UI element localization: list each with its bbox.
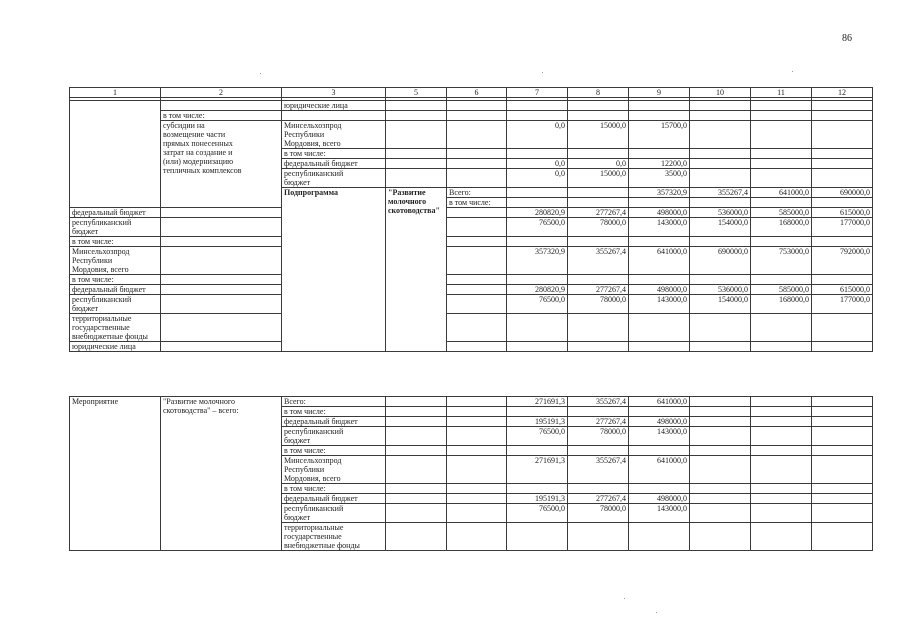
name-cell (161, 101, 282, 111)
value-cell: 498000,0 (629, 494, 690, 504)
value-cell: 76500,0 (507, 295, 568, 314)
value-cell: 355267,4 (568, 397, 629, 407)
value-cell: 615000,0 (812, 285, 873, 295)
source-cell: в том числе: (70, 275, 161, 285)
scan-speck (542, 72, 543, 73)
value-cell: 536000,0 (690, 285, 751, 295)
value-cell: 143000,0 (629, 218, 690, 237)
value-cell: 78000,0 (568, 504, 629, 523)
value-cell: 143000,0 (629, 295, 690, 314)
source-cell: федеральный бюджет (70, 285, 161, 295)
header-cell: 8 (568, 88, 629, 98)
source-cell: федеральный бюджет (70, 208, 161, 218)
value-cell: 585000,0 (751, 285, 812, 295)
value-cell: 168000,0 (751, 295, 812, 314)
budget-table (69, 87, 873, 352)
type-cell (70, 101, 161, 208)
header-cell: 5 (386, 88, 447, 98)
measure-table (69, 396, 873, 551)
header-cell: 10 (690, 88, 751, 98)
table-row (70, 247, 873, 275)
value-cell: 277267,4 (568, 494, 629, 504)
value-cell: 168000,0 (751, 218, 812, 237)
header-cell: 11 (751, 88, 812, 98)
value-cell: 641000,0 (629, 247, 690, 275)
value-cell: 792000,0 (812, 247, 873, 275)
value-cell: 3500,0 (629, 169, 690, 188)
header-row (70, 88, 873, 98)
value-cell: 15700,0 (629, 121, 690, 149)
source-cell: республиканский бюджет (70, 218, 161, 237)
source-cell: в том числе: (282, 484, 386, 494)
source-cell: в том числе: (282, 446, 386, 456)
value-cell: 154000,0 (690, 295, 751, 314)
scan-speck (656, 612, 657, 613)
source-cell: республиканский бюджет (282, 169, 386, 188)
source-cell: в том числе: (282, 407, 386, 417)
value-cell: 154000,0 (690, 218, 751, 237)
source-cell: Минсельхозпрод Республики Мордовия, всего (282, 456, 386, 484)
value-cell: 498000,0 (629, 285, 690, 295)
source-cell: территориальные государственные внебюджетные фонды (282, 523, 386, 551)
value-cell: 15000,0 (568, 169, 629, 188)
value-cell: 195191,3 (507, 417, 568, 427)
value-cell: 177000,0 (812, 295, 873, 314)
value-cell: 12200,0 (629, 159, 690, 169)
value-cell: 0,0 (507, 121, 568, 149)
source-cell: республиканский бюджет (70, 295, 161, 314)
source-cell: в том числе: (70, 237, 161, 247)
measure-name: "Развитие молочного скотоводства" – всего: (161, 397, 282, 551)
value-cell: 498000,0 (629, 417, 690, 427)
header-cell: 1 (70, 88, 161, 98)
page-number: 86 (842, 33, 852, 44)
value-cell: 76500,0 (507, 504, 568, 523)
table-row (70, 295, 873, 314)
value-cell: 15000,0 (568, 121, 629, 149)
value-cell: 76500,0 (507, 218, 568, 237)
value-cell: 498000,0 (629, 208, 690, 218)
source-cell: в том числе: (447, 198, 507, 208)
table-row (70, 111, 873, 121)
scan-speck (624, 598, 625, 599)
value-cell: 355267,4 (690, 188, 751, 198)
value-cell: 277267,4 (568, 285, 629, 295)
header-cell: 3 (282, 88, 386, 98)
source-cell: территориальные государственные внебюджетные фонды (70, 314, 161, 342)
table-row (70, 237, 873, 247)
value-cell: 195191,3 (507, 494, 568, 504)
source-cell: юридические лица (70, 342, 161, 352)
table-row (70, 314, 873, 342)
source-cell: федеральный бюджет (282, 417, 386, 427)
value-cell: 0,0 (507, 159, 568, 169)
scan-speck (792, 71, 793, 72)
table-row (70, 208, 873, 218)
value-cell: 0,0 (507, 169, 568, 188)
value-cell: 641000,0 (751, 188, 812, 198)
value-cell: 641000,0 (629, 456, 690, 484)
source-cell: Минсельхозпрод Республики Мордовия, всего (70, 247, 161, 275)
table-row (70, 342, 873, 352)
name-cell: в том числе: (161, 111, 282, 121)
value-cell: 615000,0 (812, 208, 873, 218)
subsidy-name: субсидии на возмещение части прямых понесенных затрат на создание и (или) модернизацию тепличных комплексов (161, 121, 282, 208)
value-cell: 271691,3 (507, 456, 568, 484)
header-cell: 2 (161, 88, 282, 98)
value-cell: 753000,0 (751, 247, 812, 275)
value-cell: 280820,9 (507, 208, 568, 218)
value-cell: 177000,0 (812, 218, 873, 237)
source-cell: юридические лица (282, 101, 386, 111)
table-row (70, 285, 873, 295)
value-cell: 357320,9 (507, 247, 568, 275)
measure-type: Мероприятие (70, 397, 161, 551)
value-cell: 78000,0 (568, 295, 629, 314)
value-cell: 143000,0 (629, 427, 690, 446)
header-cell: 12 (812, 88, 873, 98)
value-cell: 78000,0 (568, 427, 629, 446)
table-row (70, 218, 873, 237)
table-row (70, 101, 873, 111)
value-cell: 0,0 (568, 159, 629, 169)
subprogram-name: "Развитие молочного скотоводства" (386, 188, 447, 352)
value-cell: 641000,0 (629, 397, 690, 407)
table-row (70, 121, 873, 149)
value-cell: 271691,3 (507, 397, 568, 407)
value-cell: 355267,4 (568, 247, 629, 275)
source-cell: республиканский бюджет (282, 427, 386, 446)
source-cell: Минсельхозпрод Республики Мордовия, всего (282, 121, 386, 149)
value-cell: 536000,0 (690, 208, 751, 218)
source-cell: Всего: (282, 397, 386, 407)
source-cell: федеральный бюджет (282, 494, 386, 504)
source-cell: федеральный бюджет (282, 159, 386, 169)
value-cell: 76500,0 (507, 427, 568, 446)
value-cell: 690000,0 (812, 188, 873, 198)
table-row (70, 397, 873, 407)
value-cell: 143000,0 (629, 504, 690, 523)
header-cell: 6 (447, 88, 507, 98)
value-cell: 78000,0 (568, 218, 629, 237)
subprogram-type: Подпрограмма (282, 188, 386, 352)
scan-speck (260, 73, 261, 74)
value-cell: 357320,9 (629, 188, 690, 198)
value-cell: 280820,9 (507, 285, 568, 295)
source-cell: республиканский бюджет (282, 504, 386, 523)
source-cell: в том числе: (282, 149, 386, 159)
value-cell: 585000,0 (751, 208, 812, 218)
header-cell: 7 (507, 88, 568, 98)
value-cell: 277267,4 (568, 208, 629, 218)
value-cell: 690000,0 (690, 247, 751, 275)
header-cell: 9 (629, 88, 690, 98)
table-row (70, 275, 873, 285)
value-cell: 355267,4 (568, 456, 629, 484)
source-cell: Всего: (447, 188, 507, 198)
value-cell: 277267,4 (568, 417, 629, 427)
